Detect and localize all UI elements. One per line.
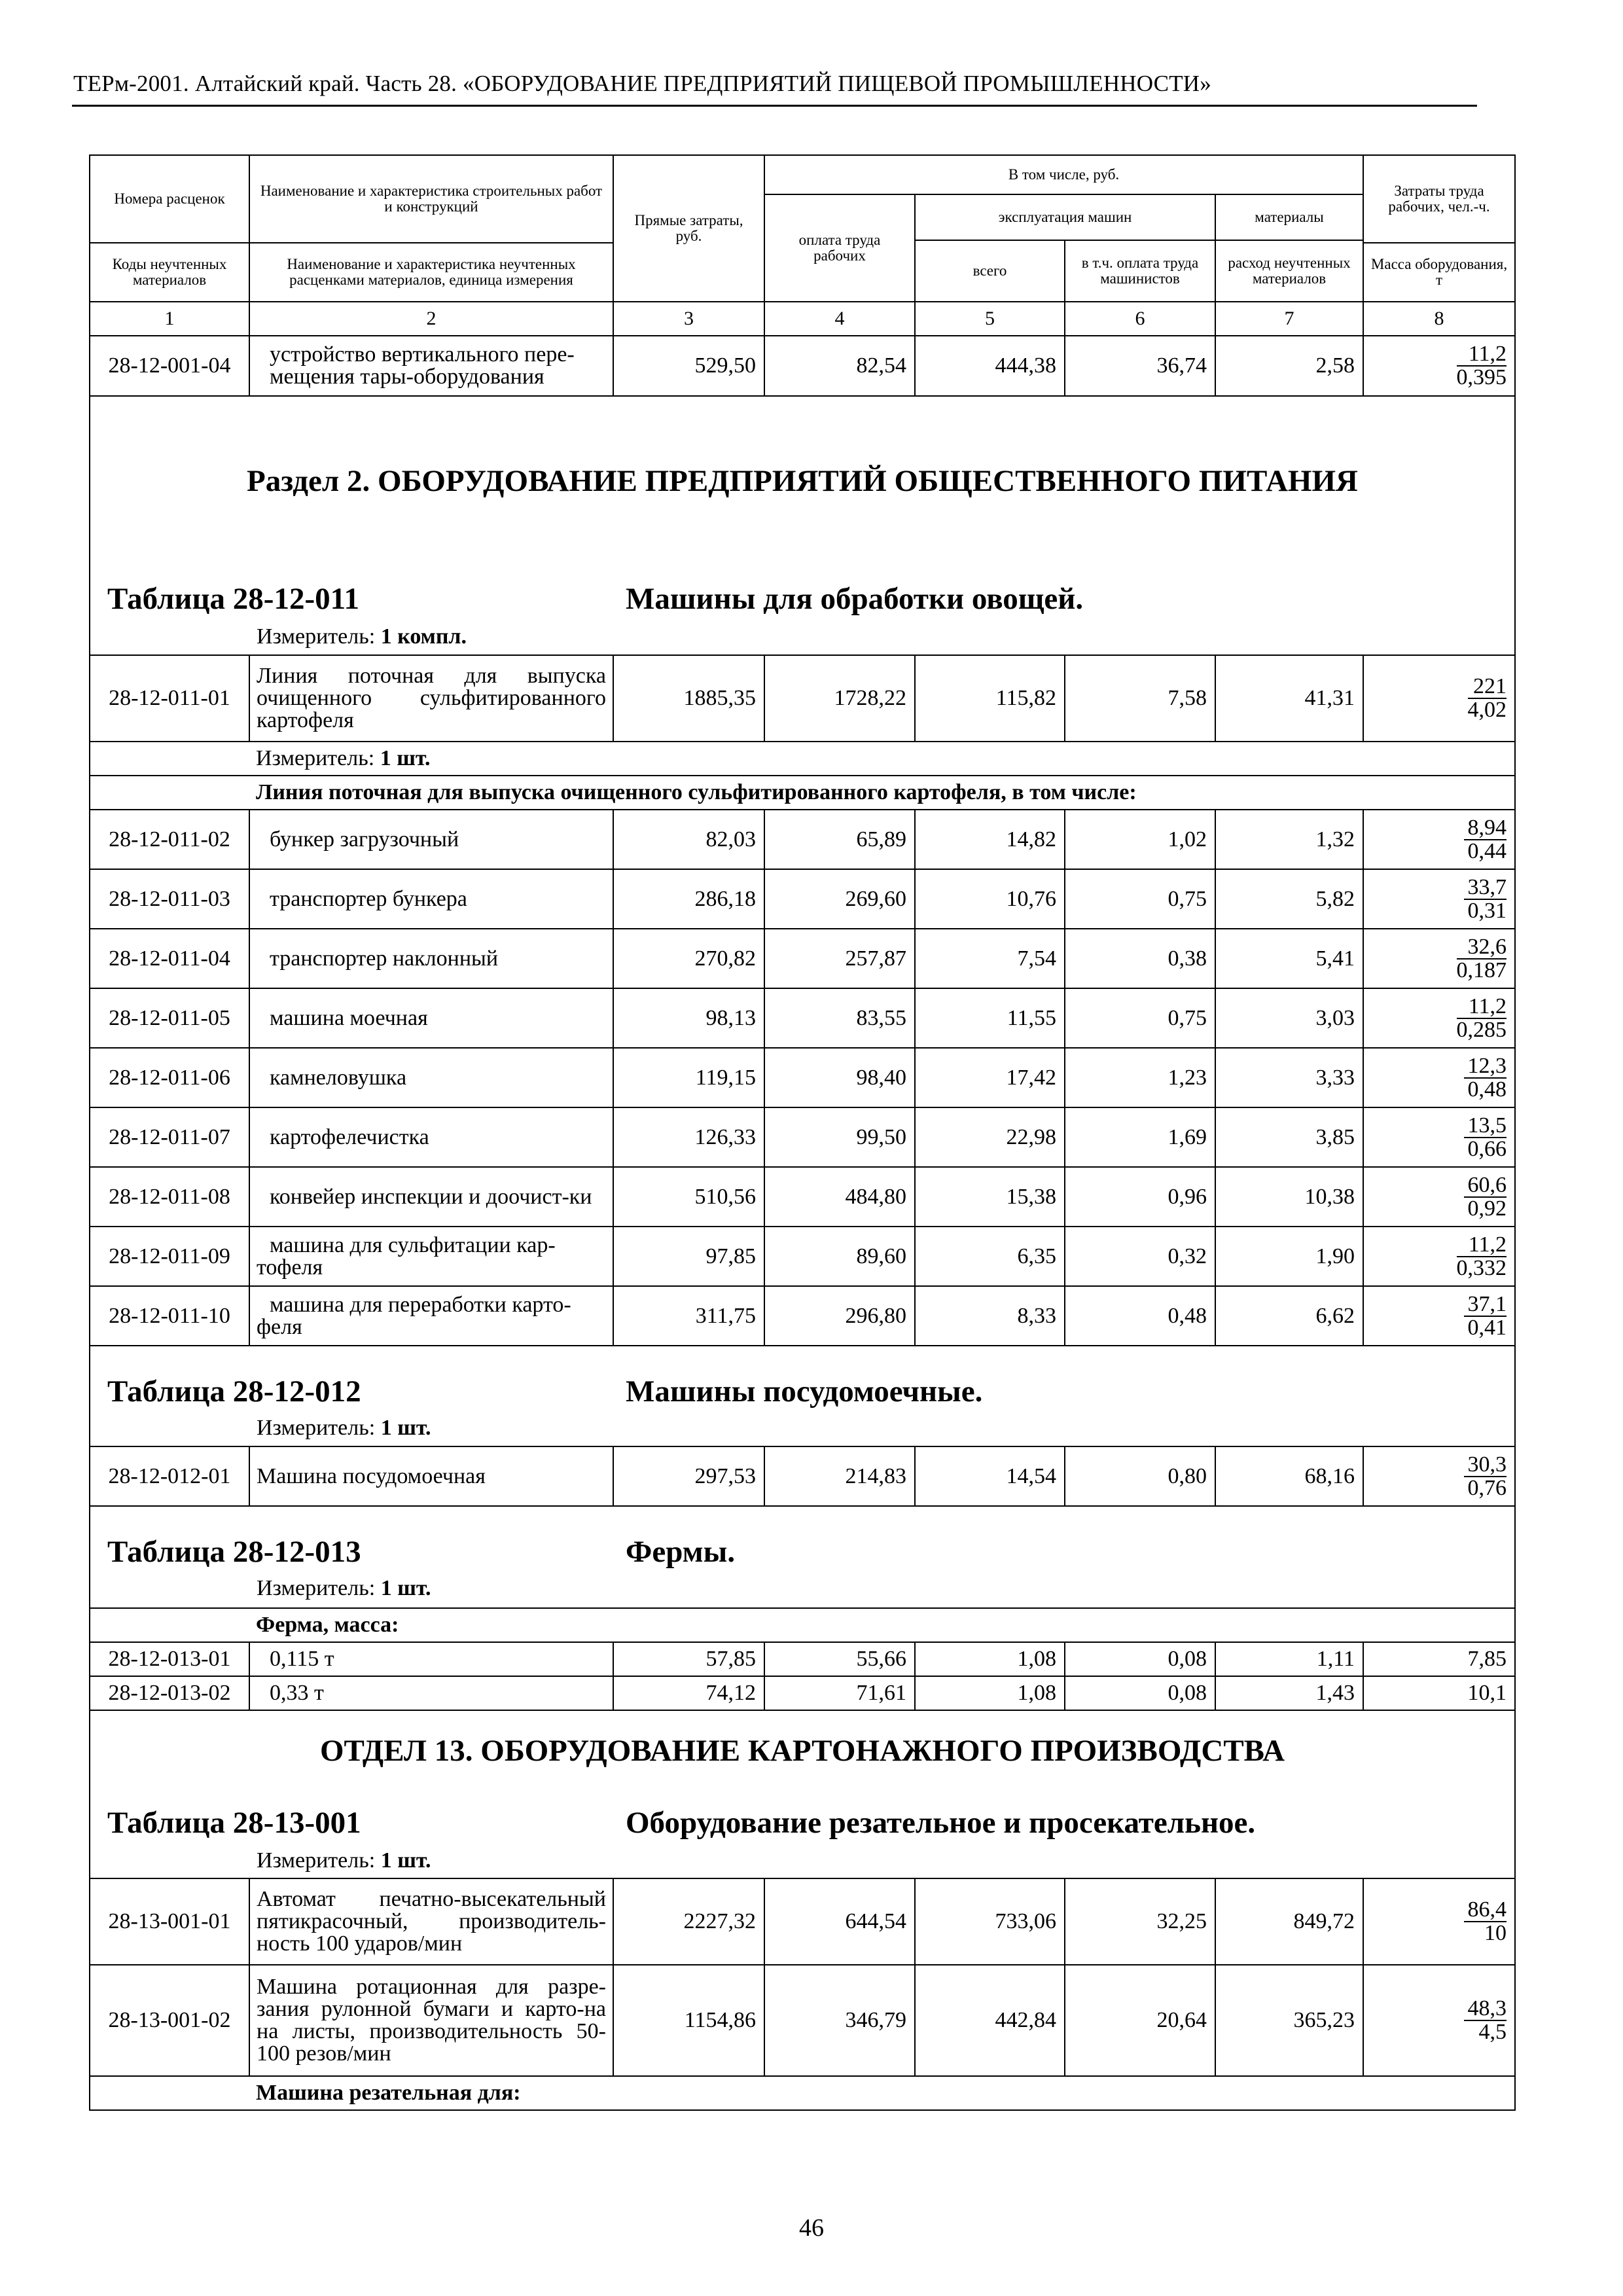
rate-name — [249, 1167, 613, 1227]
wages: 269,60 — [764, 869, 915, 929]
drivers: 0,75 — [1065, 988, 1215, 1048]
labor-mass — [1363, 929, 1515, 988]
direct-cost: 119,15 — [613, 1048, 764, 1107]
measure — [257, 624, 467, 649]
labor-mass — [1363, 1167, 1515, 1227]
rate-name — [249, 1048, 613, 1107]
rate-name: Линия поточная для выпуска очищенного сульфитированного картофеля — [249, 655, 613, 742]
header-rule — [72, 105, 1477, 107]
table-row — [90, 1048, 1515, 1107]
col-total: всего — [915, 240, 1065, 302]
materials: 10,38 — [1215, 1167, 1363, 1227]
section-band — [90, 1710, 1515, 1878]
col-number: 2 — [249, 302, 613, 336]
machines: 14,54 — [915, 1446, 1065, 1506]
rate-name — [249, 1642, 613, 1676]
labor-value: 32,6 — [1457, 936, 1507, 960]
rate-name — [249, 929, 613, 988]
rate-code: 28-12-013-02 — [90, 1676, 249, 1710]
direct-cost: 311,75 — [613, 1286, 764, 1346]
rate-code: 28-12-013-01 — [90, 1642, 249, 1676]
col-number: 6 — [1065, 302, 1215, 336]
table-row — [90, 1107, 1515, 1167]
table-number: Таблица 28-12-012 — [107, 1374, 361, 1408]
col-name: Наименование и характеристика строительных работ и конструкций — [249, 155, 613, 243]
measure — [257, 1848, 431, 1873]
drivers: 0,38 — [1065, 929, 1215, 988]
mass-value: 0,48 — [1467, 1077, 1507, 1102]
col-rate-no: Номера расценок — [90, 155, 249, 243]
wages: 644,54 — [764, 1878, 915, 1965]
materials: 68,16 — [1215, 1446, 1363, 1506]
labor-value: 30,3 — [1464, 1454, 1507, 1477]
materials: 2,58 — [1215, 336, 1363, 396]
rate-name-text: 0,33 т — [270, 1681, 324, 1705]
materials: 3,85 — [1215, 1107, 1363, 1167]
direct-cost: 286,18 — [613, 869, 764, 929]
direct-cost: 57,85 — [613, 1642, 764, 1676]
blank-cell — [90, 742, 249, 776]
rate-code: 28-13-001-02 — [90, 1965, 249, 2076]
drivers: 1,02 — [1065, 810, 1215, 869]
labor-value: 60,6 — [1464, 1174, 1507, 1198]
rate-name — [249, 1676, 613, 1710]
rate-code: 28-12-011-10 — [90, 1286, 249, 1346]
rate-name — [249, 1227, 613, 1286]
direct-cost: 2227,32 — [613, 1878, 764, 1965]
table-row — [90, 869, 1515, 929]
rate-name — [249, 1107, 613, 1167]
measure-label: Измеритель: — [256, 746, 375, 770]
labor-value: 11,2 — [1457, 343, 1507, 367]
machines: 733,06 — [915, 1878, 1065, 1965]
table-heading-band — [90, 1506, 1515, 1608]
labor-value: 10,1 — [1363, 1676, 1515, 1710]
machines: 6,35 — [915, 1227, 1065, 1286]
blank-cell — [90, 776, 249, 810]
table-row — [90, 1286, 1515, 1346]
blank-cell — [90, 2076, 249, 2110]
rate-name — [249, 810, 613, 869]
mass-value: 0,187 — [1456, 958, 1507, 982]
section-title: ОТДЕЛ 13. ОБОРУДОВАНИЕ КАРТОНАЖНОГО ПРОИЗВОДСТВА — [319, 1734, 1285, 1768]
table-row — [90, 1676, 1515, 1710]
drivers: 20,64 — [1065, 1965, 1215, 2076]
machines: 115,82 — [915, 655, 1065, 742]
col-incl-drivers: в т.ч. оплата труда машинистов — [1065, 240, 1215, 302]
labor-mass — [1363, 1107, 1515, 1167]
section-title: Раздел 2. ОБОРУДОВАНИЕ ПРЕДПРИЯТИЙ ОБЩЕСТВЕННОГО ПИТАНИЯ — [247, 464, 1358, 498]
rate-name — [249, 1286, 613, 1346]
mass-value: 0,41 — [1467, 1315, 1507, 1340]
table-row — [90, 1227, 1515, 1286]
wages: 257,87 — [764, 929, 915, 988]
col-number: 7 — [1215, 302, 1363, 336]
rate-code: 28-12-011-06 — [90, 1048, 249, 1107]
table-row — [90, 336, 1515, 396]
col-labor: Затраты труда рабочих, чел.-ч. — [1363, 155, 1515, 243]
wages: 83,55 — [764, 988, 915, 1048]
wages: 484,80 — [764, 1167, 915, 1227]
materials: 6,62 — [1215, 1286, 1363, 1346]
table-number: Таблица 28-13-001 — [107, 1806, 361, 1840]
materials: 41,31 — [1215, 655, 1363, 742]
mass-value: 10 — [1484, 1921, 1507, 1945]
table-row — [90, 929, 1515, 988]
labor-mass — [1363, 1965, 1515, 2076]
col-number: 5 — [915, 302, 1065, 336]
labor-mass — [1363, 1878, 1515, 1965]
drivers: 0,08 — [1065, 1676, 1215, 1710]
machines: 442,84 — [915, 1965, 1065, 2076]
wages: 71,61 — [764, 1676, 915, 1710]
table-heading-band — [90, 1346, 1515, 1446]
mass-value: 0,285 — [1456, 1017, 1507, 1042]
materials: 1,11 — [1215, 1642, 1363, 1676]
drivers: 7,58 — [1065, 655, 1215, 742]
mass-value: 4,5 — [1478, 2020, 1507, 2044]
drivers: 0,75 — [1065, 869, 1215, 929]
machines: 17,42 — [915, 1048, 1065, 1107]
rate-code: 28-12-011-05 — [90, 988, 249, 1048]
materials: 5,82 — [1215, 869, 1363, 929]
materials: 1,90 — [1215, 1227, 1363, 1286]
col-number: 8 — [1363, 302, 1515, 336]
rate-name: Машина посудомоечная — [249, 1446, 613, 1506]
labor-mass — [1363, 655, 1515, 742]
rate-name-text: машина для сульфитации кар-тофеля — [257, 1232, 556, 1280]
labor-mass — [1363, 1446, 1515, 1506]
materials: 1,32 — [1215, 810, 1363, 869]
table-row — [90, 1965, 1515, 2076]
rate-name-text: камнеловушка — [270, 1065, 407, 1090]
wages: 1728,22 — [764, 655, 915, 742]
measure-value: 1 шт. — [380, 1576, 431, 1600]
rate-name — [249, 988, 613, 1048]
wages: 65,89 — [764, 810, 915, 869]
subgroup-label: Линия поточная для выпуска очищенного сульфитированного картофеля, в том числе: — [249, 776, 1515, 810]
drivers: 32,25 — [1065, 1878, 1215, 1965]
rate-name-text: машина моечная — [270, 1005, 428, 1030]
direct-cost: 297,53 — [613, 1446, 764, 1506]
labor-mass — [1363, 336, 1515, 396]
col-machines: эксплуатация машин — [915, 194, 1215, 240]
labor-mass — [1363, 869, 1515, 929]
rate-name-text: устройство вертикального пере-мещения тары-оборудования — [270, 342, 575, 389]
labor-value: 48,3 — [1464, 1998, 1507, 2021]
measure-label: Измеритель: — [257, 624, 376, 649]
col-uncounted: расход неучтенных материалов — [1215, 240, 1363, 302]
measure — [249, 742, 1515, 776]
machines: 11,55 — [915, 988, 1065, 1048]
wages: 296,80 — [764, 1286, 915, 1346]
mass-value: 0,395 — [1456, 365, 1507, 389]
machines: 22,98 — [915, 1107, 1065, 1167]
direct-cost: 74,12 — [613, 1676, 764, 1710]
col-incl: В том числе, руб. — [764, 155, 1363, 194]
measure-value: 1 шт. — [380, 1848, 431, 1873]
labor-value: 33,7 — [1464, 876, 1507, 900]
wages: 214,83 — [764, 1446, 915, 1506]
rate-name-text: конвейер инспекции и доочист-ки — [270, 1184, 592, 1209]
direct-cost: 270,82 — [613, 929, 764, 988]
wages: 346,79 — [764, 1965, 915, 2076]
labor-value: 37,1 — [1464, 1293, 1507, 1317]
col-wages: оплата труда рабочих — [764, 194, 915, 302]
labor-mass — [1363, 988, 1515, 1048]
subgroup-label: Машина резательная для: — [249, 2076, 1515, 2110]
rate-code: 28-12-011-08 — [90, 1167, 249, 1227]
direct-cost: 1885,35 — [613, 655, 764, 742]
col-name2: Наименование и характеристика неучтенных расценками материалов, единица измерения — [249, 243, 613, 302]
measure-value: 1 компл. — [380, 624, 467, 649]
mass-value: 4,02 — [1467, 698, 1507, 722]
rate-name-text: бункер загрузочный — [270, 827, 459, 852]
rate-code: 28-12-011-02 — [90, 810, 249, 869]
rate-code: 28-12-001-04 — [90, 336, 249, 396]
direct-cost: 510,56 — [613, 1167, 764, 1227]
direct-cost: 126,33 — [613, 1107, 764, 1167]
labor-value: 13,5 — [1464, 1115, 1507, 1138]
direct-cost: 97,85 — [613, 1227, 764, 1286]
col-codes: Коды неучтенных материалов — [90, 243, 249, 302]
rate-name-text: транспортер наклонный — [270, 946, 499, 971]
rate-code: 28-12-011-03 — [90, 869, 249, 929]
mass-value: 0,76 — [1467, 1475, 1507, 1500]
rates-table — [89, 154, 1516, 2111]
section-band — [90, 396, 1515, 655]
rate-name-text: картофелечистка — [270, 1124, 429, 1149]
col-number: 4 — [764, 302, 915, 336]
materials: 1,43 — [1215, 1676, 1363, 1710]
direct-cost: 98,13 — [613, 988, 764, 1048]
mass-value: 0,332 — [1456, 1255, 1507, 1280]
direct-cost: 529,50 — [613, 336, 764, 396]
labor-mass — [1363, 810, 1515, 869]
table-row — [90, 655, 1515, 742]
drivers: 0,48 — [1065, 1286, 1215, 1346]
materials: 365,23 — [1215, 1965, 1363, 2076]
table-row — [90, 1642, 1515, 1676]
wages: 55,66 — [764, 1642, 915, 1676]
mass-value: 0,44 — [1467, 838, 1507, 863]
labor-value: 86,4 — [1464, 1899, 1507, 1922]
rate-name — [249, 869, 613, 929]
drivers: 0,96 — [1065, 1167, 1215, 1227]
labor-value: 221 — [1468, 675, 1507, 699]
rate-name-text: машина для переработки карто-феля — [257, 1292, 571, 1339]
labor-mass — [1363, 1048, 1515, 1107]
mass-value: 0,31 — [1467, 898, 1507, 923]
labor-value: 11,2 — [1457, 1234, 1507, 1257]
materials: 849,72 — [1215, 1878, 1363, 1965]
machines: 8,33 — [915, 1286, 1065, 1346]
materials: 3,33 — [1215, 1048, 1363, 1107]
machines: 14,82 — [915, 810, 1065, 869]
col-mass: Масса оборудования, т — [1363, 243, 1515, 302]
direct-cost: 1154,86 — [613, 1965, 764, 2076]
rate-code: 28-12-011-01 — [90, 655, 249, 742]
machines: 1,08 — [915, 1676, 1065, 1710]
rate-name: Автомат печатно-высекательный пятикрасочный, производитель-ность 100 ударов/мин — [249, 1878, 613, 1965]
machines: 7,54 — [915, 929, 1065, 988]
rate-name — [249, 336, 613, 396]
measure-label: Измеритель: — [257, 1576, 376, 1600]
table-number: Таблица 28-12-013 — [107, 1535, 361, 1569]
labor-value: 12,3 — [1464, 1055, 1507, 1079]
labor-value: 11,2 — [1457, 996, 1507, 1019]
mass-value: 0,92 — [1467, 1196, 1507, 1221]
rate-code: 28-13-001-01 — [90, 1878, 249, 1965]
wages: 98,40 — [764, 1048, 915, 1107]
labor-value: 8,94 — [1464, 817, 1507, 840]
drivers: 1,69 — [1065, 1107, 1215, 1167]
drivers: 0,80 — [1065, 1446, 1215, 1506]
table-row — [90, 1167, 1515, 1227]
col-direct: Прямые затраты, руб. — [613, 155, 764, 302]
measure — [257, 1576, 431, 1601]
measure — [257, 1416, 431, 1441]
wages: 82,54 — [764, 336, 915, 396]
table-title: Фермы. — [626, 1535, 736, 1569]
drivers: 1,23 — [1065, 1048, 1215, 1107]
measure-value: 1 шт. — [380, 1416, 431, 1440]
labor-value: 7,85 — [1363, 1642, 1515, 1676]
rate-code: 28-12-011-07 — [90, 1107, 249, 1167]
rate-code: 28-12-012-01 — [90, 1446, 249, 1506]
rates-table-container — [89, 154, 1514, 2111]
page-number: 46 — [799, 2214, 824, 2242]
table-row — [90, 810, 1515, 869]
rate-code: 28-12-011-09 — [90, 1227, 249, 1286]
table-title: Оборудование резательное и просекательное. — [626, 1806, 1256, 1840]
machines: 15,38 — [915, 1167, 1065, 1227]
rate-name-text: транспортер бункера — [270, 886, 467, 911]
machines: 10,76 — [915, 869, 1065, 929]
materials: 3,03 — [1215, 988, 1363, 1048]
labor-mass — [1363, 1227, 1515, 1286]
drivers: 0,08 — [1065, 1642, 1215, 1676]
running-header: ТЕРм-2001. Алтайский край. Часть 28. «ОБОРУДОВАНИЕ ПРЕДПРИЯТИЙ ПИЩЕВОЙ ПРОМЫШЛЕННОСТИ» — [73, 71, 1211, 96]
materials: 5,41 — [1215, 929, 1363, 988]
table-title: Машины посудомоечные. — [626, 1374, 983, 1408]
blank-cell — [90, 1608, 249, 1642]
table-number: Таблица 28-12-011 — [107, 582, 359, 616]
measure-label: Измеритель: — [257, 1848, 376, 1873]
rate-name-text: 0,115 т — [270, 1647, 334, 1671]
mass-value: 0,66 — [1467, 1136, 1507, 1161]
wages: 89,60 — [764, 1227, 915, 1286]
col-materials: материалы — [1215, 194, 1363, 240]
measure-value: 1 шт. — [380, 746, 431, 770]
machines: 444,38 — [915, 336, 1065, 396]
rate-code: 28-12-011-04 — [90, 929, 249, 988]
drivers: 0,32 — [1065, 1227, 1215, 1286]
machines: 1,08 — [915, 1642, 1065, 1676]
rate-name: Машина ротационная для разре-зания рулонной бумаги и карто-на на листы, производительность 50-100 резов/мин — [249, 1965, 613, 2076]
col-number: 3 — [613, 302, 764, 336]
measure-label: Измеритель: — [257, 1416, 376, 1440]
table-row — [90, 1878, 1515, 1965]
col-number: 1 — [90, 302, 249, 336]
table-title: Машины для обработки овощей. — [626, 582, 1084, 616]
labor-mass — [1363, 1286, 1515, 1346]
drivers: 36,74 — [1065, 336, 1215, 396]
direct-cost: 82,03 — [613, 810, 764, 869]
wages: 99,50 — [764, 1107, 915, 1167]
table-row — [90, 988, 1515, 1048]
table-row — [90, 1446, 1515, 1506]
subgroup-label: Ферма, масса: — [249, 1608, 1515, 1642]
